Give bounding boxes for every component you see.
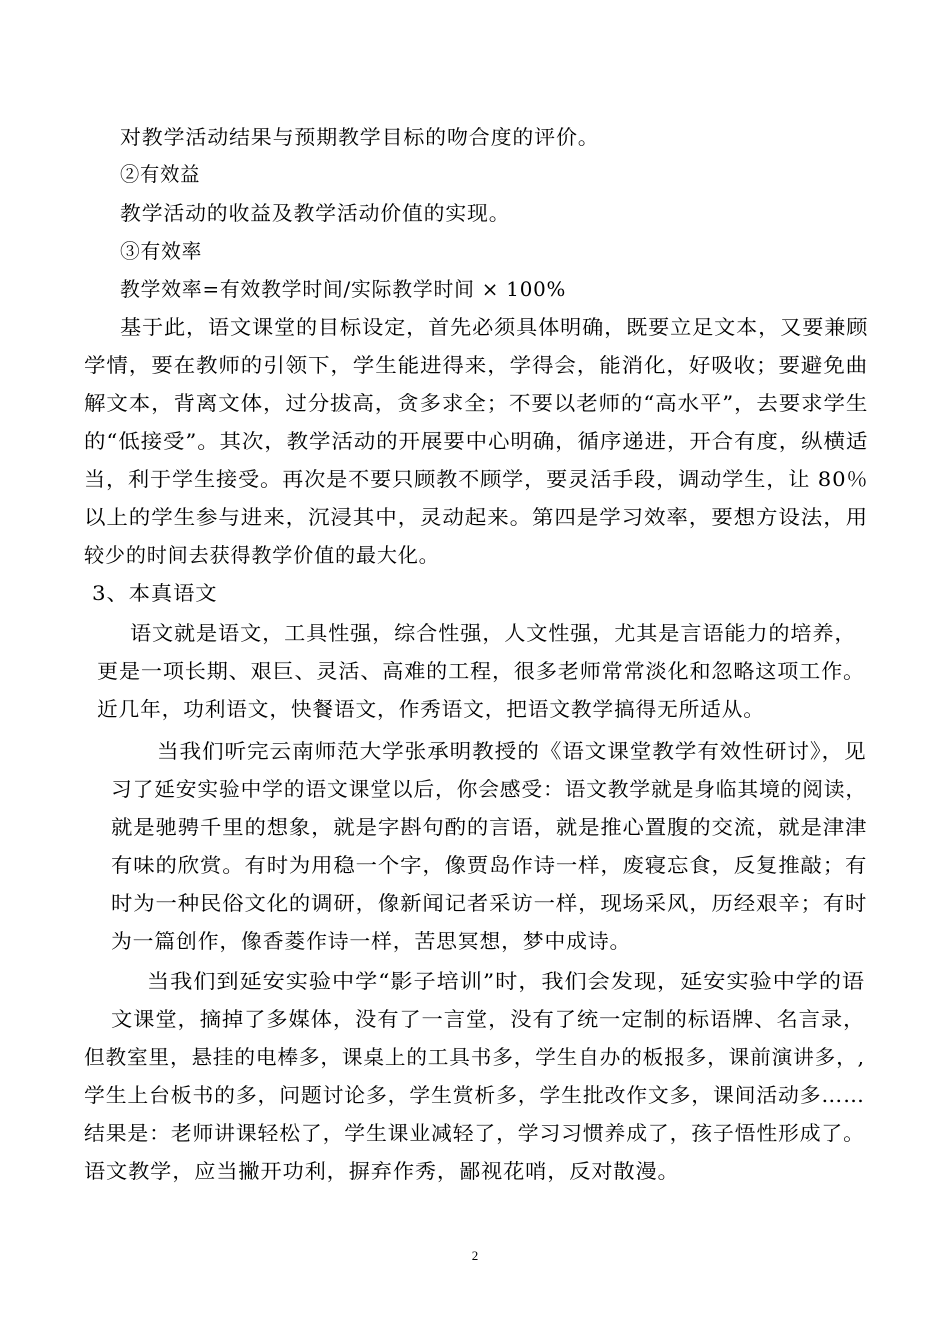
paragraph-line: 对教学活动结果与预期教学目标的吻合度的评价。	[120, 125, 600, 149]
section-heading: ③有效率	[120, 239, 203, 263]
section-heading: ②有效益	[120, 162, 201, 186]
paragraph-line: 就是驰骋千里的想象，就是字斟句酌的言语，就是推心置腹的交流，就是津津	[111, 815, 868, 839]
paragraph-line: 的“低接受”。其次，教学活动的开展要中心明确，循序递进，开合有度，纵横适	[84, 429, 869, 453]
paragraph-line: 语文就是语文，工具性强，综合性强，人文性强，尤其是言语能力的培养，	[130, 621, 857, 645]
paragraph-line: 当，利于学生接受。再次是不要只顾教不顾学，要灵活手段，调动学生，让 80％	[84, 467, 869, 491]
paragraph-line: 近几年，功利语文，快餐语文，作秀语文，把语文教学搞得无所适从。	[97, 697, 765, 721]
paragraph-line: 语文教学，应当撇开功利，摒弃作秀，鄙视花哨，反对散漫。	[84, 1159, 680, 1183]
paragraph-line: 解文本，背离文体，过分拔高，贪多求全；不要以老师的“高水平”，去要求学生	[84, 391, 869, 415]
page-number: 2	[471, 1248, 479, 1263]
paragraph-line: 学生上台板书的多，问题讨论多，学生赏析多，学生批改作文多，课间活动多……	[84, 1083, 865, 1107]
paragraph-line: 教学活动的收益及教学活动价值的实现。	[120, 201, 511, 225]
paragraph-line: 更是一项长期、艰巨、灵活、高难的工程，很多老师常常淡化和忽略这项工作。	[97, 659, 866, 683]
paragraph-line: 较少的时间去获得教学价值的最大化。	[84, 543, 440, 567]
paragraph-line: 时为一种民俗文化的调研，像新闻记者采访一样，现场采风，历经艰辛；有时	[111, 891, 868, 915]
paragraph-line: 当我们听完云南师范大学张承明教授的《语文课堂教学有效性研讨》，见	[157, 739, 867, 763]
paragraph-line: 习了延安实验中学的语文课堂以后，你会感受：语文教学就是身临其境的阅读，	[111, 777, 867, 801]
paragraph-line: 但教室里，悬挂的电棒多，课桌上的工具书多，学生自办的板报多，课前演讲多，,	[84, 1045, 865, 1069]
paragraph-line: 学情，要在教师的引领下，学生能进得来，学得会，能消化，好吸收；要避免曲	[84, 353, 869, 377]
paragraph-line: 为一篇创作，像香菱作诗一样，苦思冥想，梦中成诗。	[111, 929, 632, 953]
paragraph-line: 有味的欣赏。有时为用稳一个字，像贾岛作诗一样，废寝忘食，反复推敲；有	[111, 853, 868, 877]
paragraph-line: 结果是：老师讲课轻松了，学生课业减轻了，学习习惯养成了，孩子悟性形成了。	[84, 1121, 865, 1145]
section-heading: 3、本真语文	[92, 581, 218, 605]
paragraph-line: 基于此，语文课堂的目标设定，首先必须具体明确，既要立足文本，又要兼顾	[120, 315, 869, 339]
formula-line: 教学效率=有效教学时间/实际教学时间 × 100%	[120, 277, 567, 301]
paragraph-line: 文课堂，摘掉了多媒体，没有了一言堂，没有了统一定制的标语牌、名言录，	[111, 1007, 866, 1031]
paragraph-line: 当我们到延安实验中学“影子培训”时，我们会发现，延安实验中学的语	[147, 969, 866, 993]
paragraph-line: 以上的学生参与进来，沉浸其中，灵动起来。第四是学习效率，要想方设法，用	[84, 505, 869, 529]
